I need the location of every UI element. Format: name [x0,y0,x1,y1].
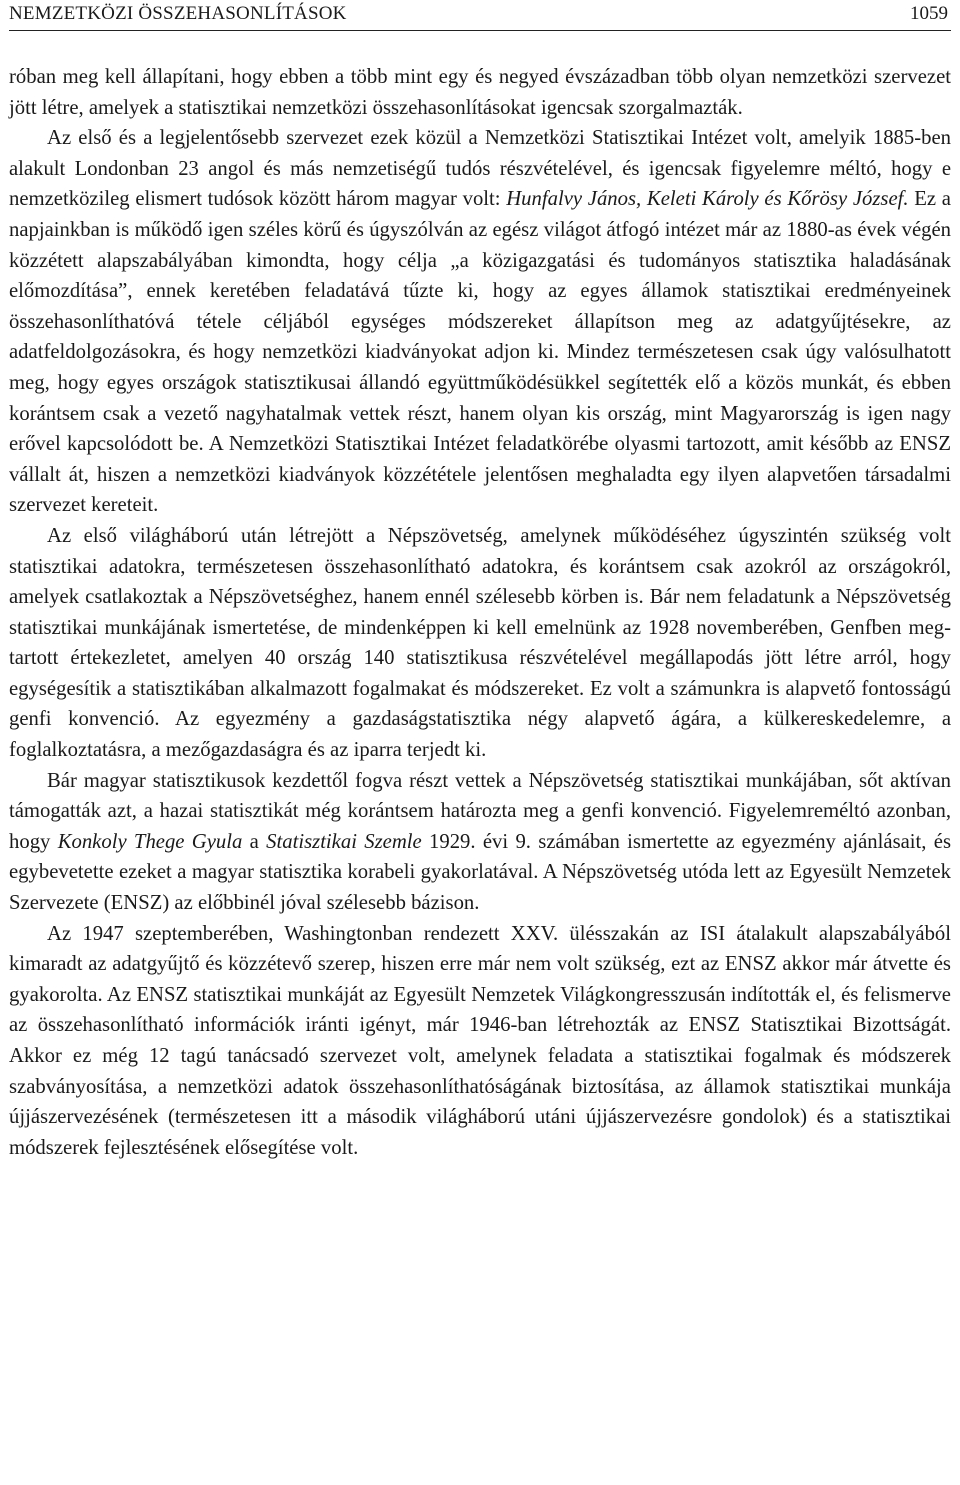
paragraph-text: Az első és a legjelentősebb szervezet ezek közül a Nemzetközi Statisztikai Intézet volt, amelyik 1885-ben alakult Londonban 23 angol és más nemzetiségű tudós részvételével, és igencsak figyelemre méltó, hogy e nemzetközileg elismert tudósok között három magyar volt: [9,127,951,211]
paragraph [9,62,951,123]
paragraph [9,766,951,919]
paragraph [9,919,951,1164]
page-number: 1059 [910,3,948,24]
person-names: Hunfalvy János, Keleti Károly és Kőrösy József. [506,188,909,211]
paragraph-text: Ez a napjainkban is működő igen széles körű és úgyszólván az egész világot átfogó intézet már az 1880-as évek végén közzétett alapszabályában kimondta, hogy célja „a közigazgatási és tudományos statisztika haladásának előmozdítása”, ennek keretében feladatává tűzte ki, hogy az egyes államok statisztikai eredményeinek összehasonlíthatóvá tétele céljából egységes módszereket állapítson meg az adatgyűjtésekre, az adatfeldolgozásokra, és hogy nemzetközi kiadványokat adjon ki. Mindez természetesen csak úgy valósulhatott meg, hogy egyes országok statisztikusai állandó együttműködésükkel segítették elő a közös munkát, és ebben korántsem csak a vezető nagyhatalmak vettek részt, hanem olyan kis ország, mint Magyarország is igen nagy erővel kapcsolódott be. A Nemzetközi Statisztikai Intézet feladatkörébe olyasmi tartozott, amit később az ENSZ vállalt át, hiszen a nemzetközi kiadványok közzététele jelentősen meghaladta egy ilyen alapvetően társadalmi szervezet kereteit. [9,188,951,517]
running-header-title: NEMZETKÖZI ÖSSZEHASONLÍTÁSOK [9,3,347,24]
paragraph-text: Bár magyar statisztikusok kezdettől fogva részt vettek a Népszövetség statisztikai munkájában, sőt aktívan támogatták azt, a hazai statisztikát még korántsem határozta meg a genfi konvenció. Figyelemreméltó azonban, hogy [9,769,951,853]
paragraph-text: a [242,830,267,853]
paragraph-text: Az első világháború után létrejött a Népszövetség, amelynek működéséhez úgyszintén szükség volt statisztikai adatokra, természetesen összehasonlítható adatokra, és korántsem csak azokról az országokról, amelyek csatlakoztak a Népszövetséghez, hanem ennél szélesebb körben is. Bár nem feladatunk a Népszövetség statisztikai munkájának ismertetése, de mindenképpen ki kell emelnünk az 1928 novemberében, Genfben megtartott értekezletet, amelyen 40 ország 140 statisztikusa részvételével megállapodás jött létre arról, hogy egységesítik a statisztikában alkalmazott fogalmakat és módszereket. Ez volt a számunkra is alapvető fontosságú genfi konvenció. Az egyezmény a gazdaságstatisztika négy alapvető ágára, a külkereskedelemre, a foglalkoztatásra, a mezőgazdaságra és az iparra terjedt ki. [9,524,951,762]
paragraph-text: róban meg kell állapítani, hogy ebben a több mint egy és negyed évszázadban több olyan nemzetközi szervezet jött létre, amelyek a statisztikai nemzetközi összehasonlításokat igencsak szorgalmazták. [9,66,951,119]
article-body [9,62,951,1163]
paragraph [9,123,951,521]
person-name: Konkoly Thege Gyula [57,830,243,853]
running-header [9,0,951,31]
paragraph-text: 1929. évi 9. számában ismertette az egyezmény ajánlásait, és egybevetette ezeket a magyar statisztika korabeli gyakorlatával. A Népszövetség utóda lett az Egyesült Nemzetek Szervezete (ENSZ) az előbbinél jóval szélesebb bázison. [9,830,952,915]
journal-title: Statisztikai Szemle [266,830,422,853]
paragraph [9,521,951,766]
paragraph-text: Az 1947 szeptemberében, Washingtonban rendezett XXV. ülésszakán az ISI átalakult alapszabályából kimaradt az adatgyűjtő és közzétevő szerep, hiszen erre már nem volt szükség, ezt az ENSZ akkor már átvette és gyakorolta. Az ENSZ statisztikai munkáját az Egyesült Nemzetek Világkongresszusán indították el, és felismerve az összehasonlítható információk iránti igényt, már 1946-ban létrehozták az ENSZ Statisztikai Bizottságát. Akkor ez még 12 tagú tanácsadó szervezet volt, amelynek feladata a statisztikai fogalmak és módszerek szabványosítása, a nemzetközi adatok összehasonlíthatóságának biztosítása, az államok statisztikai munkája újjászervezésének (természetesen itt a második világháború utáni újjászervezésre gondolok) és a statisztikai módszerek fejlesztésének elősegítése volt. [9,922,951,1159]
